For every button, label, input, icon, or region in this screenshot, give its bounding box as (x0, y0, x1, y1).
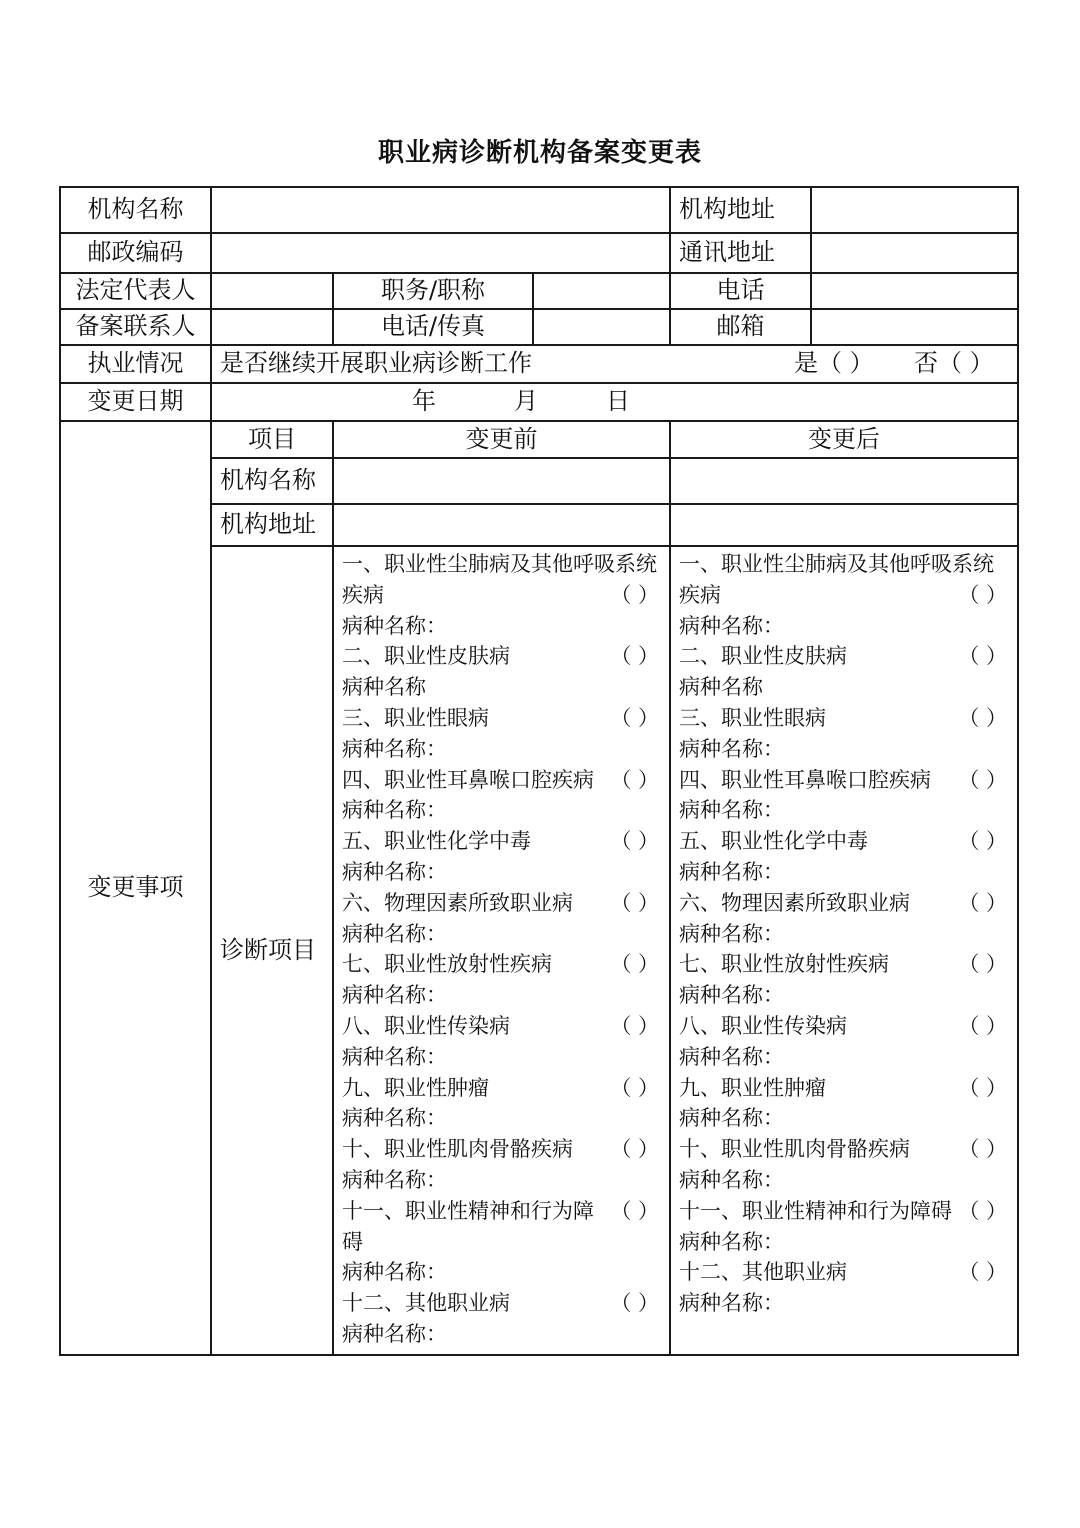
practice-yes-option[interactable]: 是（ ） (794, 349, 874, 378)
item-diagnosis: 诊断项目 (211, 546, 333, 1355)
label-change-date: 变更日期 (60, 383, 211, 421)
disease-name-field[interactable]: 病种名称： (342, 921, 447, 946)
category-title: 三、职业性眼病 (679, 705, 826, 730)
category-title: 十、职业性肌肉骨骼疾病 (679, 1137, 910, 1162)
category-title: 十一、职业性精神和行为障碍 (342, 1198, 594, 1254)
category-title: 十二、其他职业病 (342, 1291, 510, 1316)
change-date-field[interactable] (211, 383, 1018, 421)
category-checkbox[interactable]: （ ） (610, 582, 659, 607)
category-checkbox[interactable]: （ ） (958, 1013, 1007, 1038)
label-email: 邮箱 (670, 309, 811, 345)
position-field[interactable] (533, 273, 670, 309)
label-postal-code: 邮政编码 (60, 233, 211, 273)
category-checkbox[interactable]: （ ） (610, 1137, 659, 1162)
category-title: 六、物理因素所致职业病 (679, 890, 910, 915)
category-checkbox[interactable]: （ ） (610, 705, 659, 730)
category-title: 八、职业性传染病 (342, 1013, 510, 1038)
disease-category-item (342, 1073, 661, 1135)
label-org-address: 机构地址 (670, 187, 811, 233)
header-item: 项目 (211, 421, 333, 458)
disease-category-item (342, 1196, 661, 1288)
category-title: 九、职业性肿瘤 (342, 1075, 489, 1100)
diagnosis-after-list (670, 546, 1018, 1355)
category-checkbox[interactable]: （ ） (958, 1075, 1007, 1100)
category-title: 九、职业性肿瘤 (679, 1075, 826, 1100)
category-checkbox[interactable]: （ ） (610, 1198, 659, 1223)
legal-rep-field[interactable] (211, 273, 333, 309)
disease-name-field[interactable]: 病种名称： (342, 736, 447, 761)
item-org-address: 机构地址 (211, 504, 333, 546)
phone-field[interactable] (811, 273, 1018, 309)
disease-name-field[interactable]: 病种名称： (679, 1044, 784, 1069)
diagnosis-before-list (333, 546, 670, 1355)
label-contact: 备案联系人 (60, 309, 211, 345)
disease-name-field[interactable]: 病种名称： (342, 1260, 447, 1285)
disease-name-field[interactable]: 病种名称： (679, 921, 784, 946)
disease-category-item (342, 765, 661, 827)
practice-question: 是否继续开展职业病诊断工作 (220, 349, 532, 378)
category-title: 三、职业性眼病 (342, 705, 489, 730)
disease-name-field[interactable]: 病种名称： (679, 1229, 784, 1254)
disease-name-field[interactable]: 病种名称 (342, 675, 426, 700)
category-title: 七、职业性放射性疾病 (342, 952, 552, 977)
category-checkbox[interactable]: （ ） (610, 767, 659, 792)
label-position: 职务/职称 (333, 273, 533, 309)
category-checkbox[interactable]: （ ） (610, 1291, 659, 1316)
filing-change-form (59, 186, 1019, 1356)
category-checkbox[interactable]: （ ） (958, 952, 1007, 977)
disease-name-field[interactable]: 病种名称： (342, 859, 447, 884)
contact-field[interactable] (211, 309, 333, 345)
category-checkbox[interactable]: （ ） (610, 829, 659, 854)
category-title: 十、职业性肌肉骨骼疾病 (342, 1137, 573, 1162)
disease-name-field[interactable]: 病种名称： (679, 798, 784, 823)
label-change-items: 变更事项 (60, 421, 211, 1355)
category-checkbox[interactable]: （ ） (958, 1260, 1007, 1285)
category-title: 十二、其他职业病 (679, 1260, 847, 1285)
category-title: 七、职业性放射性疾病 (679, 952, 889, 977)
category-title: 一、职业性尘肺病及其他呼吸系统 (342, 552, 657, 576)
category-checkbox[interactable]: （ ） (958, 1198, 1007, 1223)
category-checkbox[interactable]: （ ） (610, 1013, 659, 1038)
category-title-cont: 疾病 (679, 582, 721, 607)
disease-name-field[interactable]: 病种名称： (342, 1321, 447, 1346)
disease-category-item (342, 1288, 661, 1350)
date-year-label: 年 (412, 387, 436, 416)
disease-name-field[interactable]: 病种名称： (679, 859, 784, 884)
disease-category-item (342, 1134, 661, 1196)
disease-category-item (342, 949, 661, 1011)
practice-no-option[interactable]: 否（ ） (914, 349, 994, 378)
category-title: 六、物理因素所致职业病 (342, 890, 573, 915)
phone-fax-field[interactable] (533, 309, 670, 345)
date-month-label: 月 (514, 387, 538, 416)
disease-category-item (679, 826, 1009, 888)
page-title: 职业病诊断机构备案变更表 (377, 138, 702, 168)
category-title: 八、职业性传染病 (679, 1013, 847, 1038)
disease-category-item (679, 641, 1009, 703)
category-checkbox[interactable]: （ ） (610, 952, 659, 977)
disease-category-item (342, 1011, 661, 1073)
disease-name-field[interactable]: 病种名称 (679, 675, 763, 700)
disease-category-item (679, 703, 1009, 765)
label-phone: 电话 (670, 273, 811, 309)
postal-code-field[interactable] (211, 233, 670, 273)
label-org-name: 机构名称 (60, 187, 211, 233)
category-title: 五、职业性化学中毒 (342, 829, 531, 854)
org-address-field[interactable] (811, 187, 1018, 233)
date-day-label: 日 (606, 387, 630, 416)
category-title: 一、职业性尘肺病及其他呼吸系统 (679, 552, 994, 576)
category-checkbox[interactable]: （ ） (958, 767, 1007, 792)
disease-name-field[interactable]: 病种名称： (679, 1291, 784, 1316)
category-title: 二、职业性皮肤病 (342, 644, 510, 669)
category-checkbox[interactable]: （ ） (958, 582, 1007, 607)
label-practice: 执业情况 (60, 345, 211, 383)
header-after: 变更后 (670, 421, 1018, 458)
disease-category-item (679, 1011, 1009, 1073)
label-legal-rep: 法定代表人 (60, 273, 211, 309)
category-title: 十一、职业性精神和行为障碍 (679, 1198, 952, 1223)
category-checkbox[interactable]: （ ） (958, 890, 1007, 915)
disease-category-item (679, 1134, 1009, 1196)
disease-name-field[interactable]: 病种名称： (342, 613, 447, 638)
category-checkbox[interactable]: （ ） (958, 1137, 1007, 1162)
disease-name-field[interactable]: 病种名称： (679, 1167, 784, 1192)
header-before: 变更前 (333, 421, 670, 458)
disease-category-item (342, 703, 661, 765)
category-checkbox[interactable]: （ ） (610, 890, 659, 915)
practice-status-cell (211, 345, 1018, 383)
disease-name-field[interactable]: 病种名称： (342, 983, 447, 1008)
disease-category-item (679, 549, 1009, 641)
mail-address-field[interactable] (811, 233, 1018, 273)
disease-name-field[interactable]: 病种名称： (679, 613, 784, 638)
category-title: 四、职业性耳鼻喉口腔疾病 (342, 767, 594, 792)
category-checkbox[interactable]: （ ） (610, 1075, 659, 1100)
email-field[interactable] (811, 309, 1018, 345)
disease-category-item (679, 1257, 1009, 1319)
disease-category-item (342, 549, 661, 641)
category-title-cont: 疾病 (342, 582, 384, 607)
disease-name-field[interactable]: 病种名称： (342, 798, 447, 823)
category-title: 四、职业性耳鼻喉口腔疾病 (679, 767, 931, 792)
category-title: 二、职业性皮肤病 (679, 644, 847, 669)
category-checkbox[interactable]: （ ） (958, 829, 1007, 854)
disease-name-field[interactable]: 病种名称： (679, 1106, 784, 1131)
label-mail-address: 通讯地址 (670, 233, 811, 273)
category-checkbox[interactable]: （ ） (958, 705, 1007, 730)
disease-category-item (342, 888, 661, 950)
disease-category-item (342, 641, 661, 703)
org-name-after-field[interactable] (670, 458, 1018, 504)
category-checkbox[interactable]: （ ） (610, 644, 659, 669)
org-name-field[interactable] (211, 187, 670, 233)
org-address-before-field[interactable] (333, 504, 670, 546)
org-address-after-field[interactable] (670, 504, 1018, 546)
disease-category-item (679, 765, 1009, 827)
disease-name-field[interactable]: 病种名称： (342, 1167, 447, 1192)
disease-category-item (679, 949, 1009, 1011)
org-name-before-field[interactable] (333, 458, 670, 504)
disease-category-item (342, 826, 661, 888)
disease-name-field[interactable]: 病种名称： (342, 1044, 447, 1069)
disease-category-item (679, 1073, 1009, 1135)
label-phone-fax: 电话/传真 (333, 309, 533, 345)
item-org-name: 机构名称 (211, 458, 333, 504)
disease-name-field[interactable]: 病种名称： (679, 736, 784, 761)
category-checkbox[interactable]: （ ） (958, 644, 1007, 669)
disease-category-item (679, 888, 1009, 950)
disease-name-field[interactable]: 病种名称： (342, 1106, 447, 1131)
disease-name-field[interactable]: 病种名称： (679, 983, 784, 1008)
disease-category-item (679, 1196, 1009, 1258)
category-title: 五、职业性化学中毒 (679, 829, 868, 854)
